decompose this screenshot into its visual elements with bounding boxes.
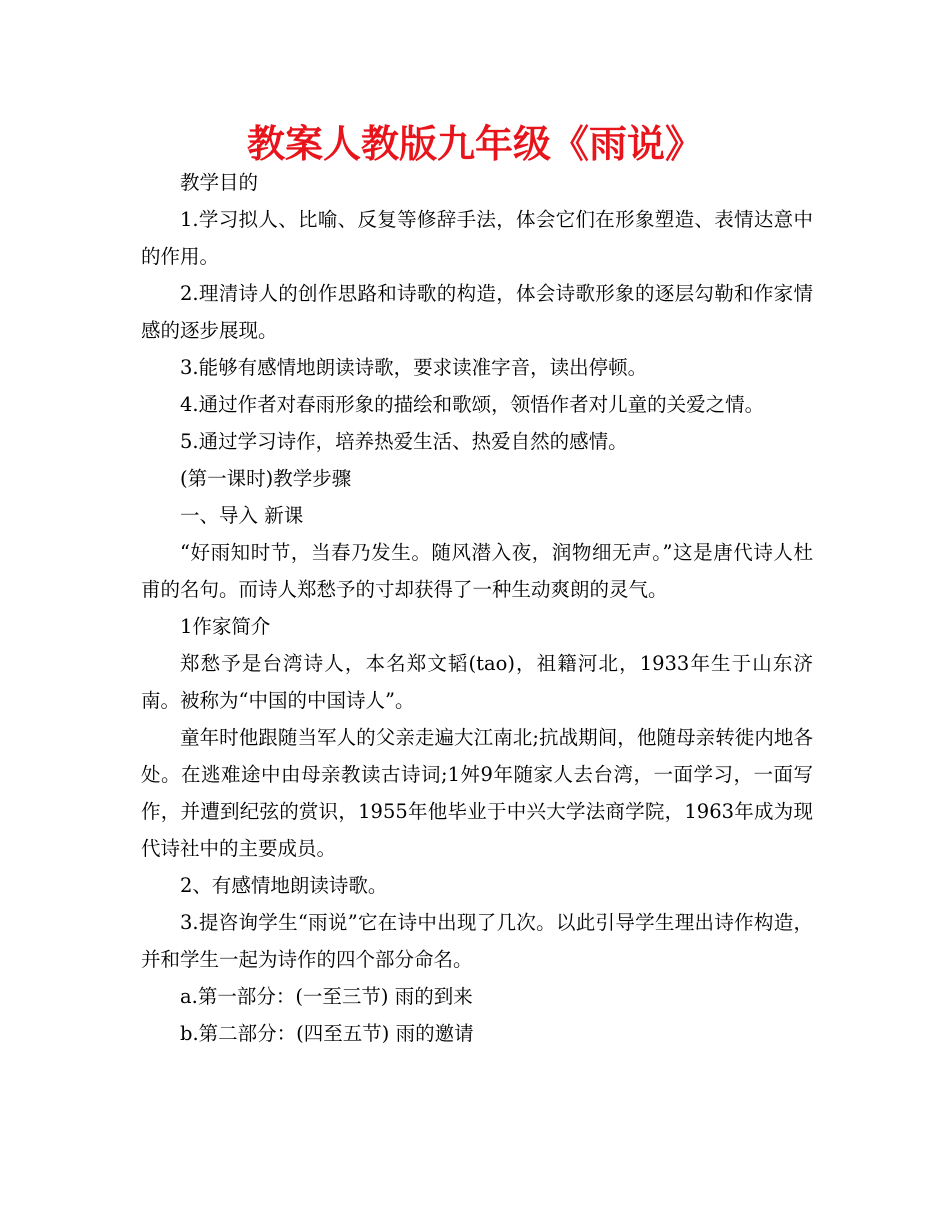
- author-heading: 1作家简介: [180, 615, 271, 638]
- objective-item-2: 2.理清诗人的创作思路和诗歌的构造，体会诗歌形象的逐层勾勒和作家情感的逐步展现。: [141, 282, 813, 342]
- document-title: 教案人教版九年级《雨说》: [246, 122, 703, 166]
- author-paragraph-2: 童年时他跟随当军人的父亲走遍大江南北;抗战期间，他随母亲转徙内地各处。在逃难途中由母亲教读古诗词;1舛9年随家人去台湾，一面学习，一面写作，并遭到纪弦的赏识，1955年他毕业于中兴大学法商学院，1963年成为现代诗社中的主要成员。: [141, 726, 813, 860]
- part-item-b: b.第二部分：(四至五节) 雨的邀请: [180, 1022, 474, 1045]
- part-item-a: a.第一部分：(一至三节) 雨的到来: [180, 985, 473, 1008]
- reading-step: 2、有感情地朗读诗歌。: [180, 874, 388, 897]
- question-step: 3.提咨询学生“雨说”它在诗中出现了几次。以此引导学生理出诗作构造，并和学生一起为诗作的四个部分命名。: [141, 911, 813, 971]
- intro-paragraph: “好雨知时节，当春乃发生。随风潜入夜，润物细无声。”这是唐代诗人杜甫的名句。而诗人郑愁予的寸却获得了一种生动爽朗的灵气。: [141, 541, 813, 601]
- step-heading-intro: 一、导入 新课: [180, 504, 304, 527]
- objective-item-1: 1.学习拟人、比喻、反复等修辞手法，体会它们在形象塑造、表情达意中的作用。: [141, 208, 813, 268]
- section-heading-steps: (第一课时)教学步骤: [180, 467, 352, 490]
- author-paragraph-1: 郑愁予是台湾诗人，本名郑文韬(tao)，祖籍河北，1933年生于山东济南。被称为“中国的中国诗人”。: [141, 652, 813, 712]
- objective-item-3: 3.能够有感情地朗读诗歌，要求读准字音，读出停顿。: [180, 356, 648, 379]
- objective-item-5: 5.通过学习诗作，培养热爱生活、热爱自然的感情。: [180, 430, 628, 453]
- section-heading-objectives: 教学目的: [180, 171, 259, 194]
- objective-item-4: 4.通过作者对春雨形象的描绘和歌颂，领悟作者对儿童的关爱之情。: [180, 393, 765, 416]
- document-body: [141, 164, 813, 1052]
